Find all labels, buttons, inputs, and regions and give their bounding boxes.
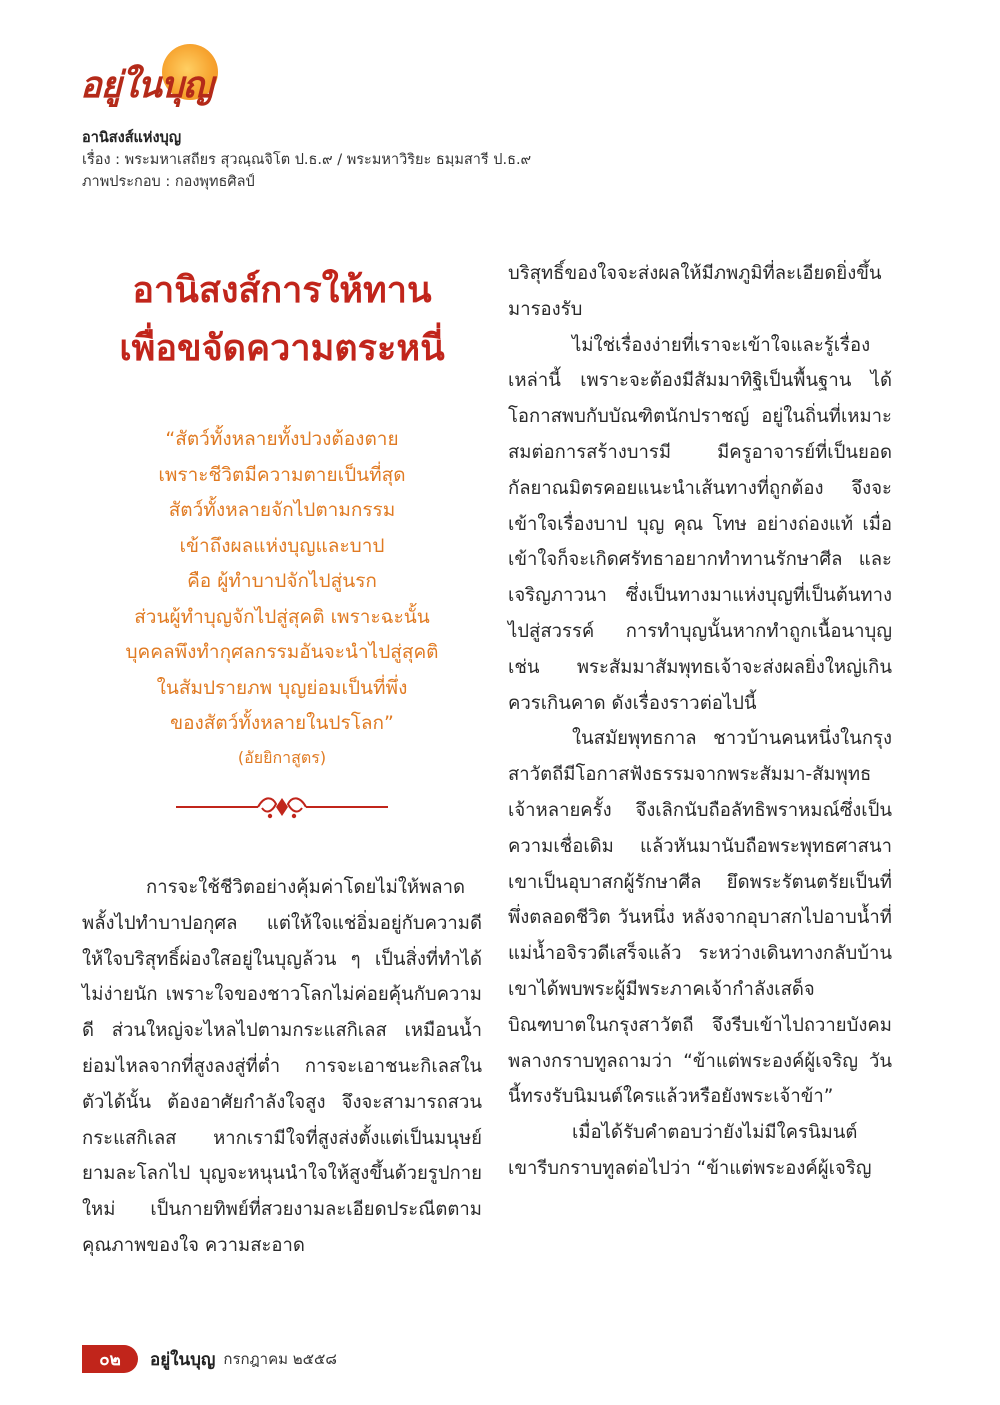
page-footer	[82, 1345, 337, 1373]
byline	[82, 127, 531, 193]
quote-line: ของสัตว์ทั้งหลายในปรโลก”	[170, 712, 394, 734]
quote-line: เพราะชีวิตมีความตายเป็นที่สุด	[158, 463, 406, 486]
body-column-right	[508, 256, 892, 1187]
body-column-left	[82, 870, 482, 1264]
headline-line-2: เพื่อขจัดความตระหนี่	[119, 328, 445, 369]
body-paragraph: ในสมัยพุทธกาล ชาวบ้านคนหนึ่งในกรุงสาวัตถีมีโอกาสฟังธรรมจากพระสัมมา-สัมพุทธเจ้าหลายครั้ง จึงเลิกนับถือลัทธิพราหมณ์ซึ่งเป็นความเชื่อเดิม แล้วหันมานับถือพระพุทธศาสนา เขาเป็นอุบาสกผู้รักษาศีล ยึดพระรัตนตรัยเป็นที่พึ่งตลอดชีวิต วันหนึ่ง หลังจากอุบาสกไปอาบน้ำที่แม่น้ำอจิรวดีเสร็จแล้ว ระหว่างเดินทางกลับบ้าน เขาได้พบพระผู้มีพระภาคเจ้ากำลังเสด็จบิณฑบาตในกรุงสาวัตถี จึงรีบเข้าไปถวายบังคม พลางกราบทูลถามว่า “ข้าแต่พระองค์ผู้เจริญ วันนี้ทรงรับนิมนต์ใครแล้วหรือยังพระเจ้าข้า”	[508, 728, 892, 1108]
headline-line-1: อานิสงส์การให้ทาน	[132, 270, 432, 311]
quote-line: เข้าถึงผลแห่งบุญและบาป	[179, 534, 385, 557]
quote-line: สัตว์ทั้งหลายจักไปตามกรรม	[168, 499, 396, 521]
logo-text: อยู่ในบุญ	[80, 64, 213, 106]
quote-line: “สัตว์ทั้งหลายทั้งปวงต้องตาย	[165, 428, 399, 450]
quote-source: (อัยยิกาสูตร)	[237, 748, 327, 767]
body-paragraph: เมื่อได้รับคำตอบว่ายังไม่มีใครนิมนต์ เขารีบกราบทูลต่อไปว่า “ข้าแต่พระองค์ผู้เจริญ	[508, 1122, 872, 1179]
pull-quote	[82, 422, 482, 742]
article-headline	[82, 262, 482, 378]
body-paragraph: ไม่ใช่เรื่องง่ายที่เราจะเข้าใจและรู้เรื่องเหล่านี้ เพราะจะต้องมีสัมมาทิฐิเป็นพื้นฐาน ได้โอกาสพบกับบัณฑิตนักปราชญ์ อยู่ในถิ่นที่เหมาะสมต่อการสร้างบารมี มีครูอาจารย์ที่เป็นยอดกัลยาณมิตรคอยแนะนำเส้นทางที่ถูกต้อง จึงจะเข้าใจเรื่องบาป บุญ คุณ โทษ อย่างถ่องแท้ เมื่อเข้าใจก็จะเกิดศรัทธาอยากทำทานรักษาศีล และเจริญภาวนา ซึ่งเป็นทางมาแห่งบุญที่เป็นต้นทางไปสู่สวรรค์ การทำบุญนั้นหากทำถูกเนื้อนาบุญ เช่น พระสัมมาสัมพุทธเจ้าจะส่งผลยิ่งใหญ่เกินควรเกินคาด ดังเรื่องราวต่อไปนี้	[508, 334, 892, 714]
body-paragraph: การจะใช้ชีวิตอย่างคุ้มค่าโดยไม่ให้พลาดพลั้งไปทำบาปอกุศล แต่ให้ใจแช่อิ่มอยู่กับความดี ให้ใจบริสุทธิ์ผ่องใสอยู่ในบุญล้วน ๆ เป็นสิ่งที่ทำได้ไม่ง่ายนัก เพราะใจของชาวโลกไม่ค่อยคุ้นกับความดี ส่วนใหญ่จะไหลไปตามกระแสกิเลส เหมือนน้ำย่อมไหลจากที่สูงลงสู่ที่ต่ำ การจะเอาชนะกิเลสในตัวได้นั้น ต้องอาศัยกำลังใจสูง จึงจะสามารถสวนกระแสกิเลส หากเรามีใจที่สูงส่งตั้งแต่เป็นมนุษย์ยามละโลกไป บุญจะหนุนนำใจให้สูงขึ้นด้วยรูปกายใหม่ เป็นกายทิพย์ที่สวยงามละเอียดประณีตตามคุณภาพของใจ ความสะอาด	[82, 877, 482, 1256]
body-paragraph: บริสุทธิ์ของใจจะส่งผลให้มีภพภูมิที่ละเอียดยิ่งขึ้นมารองรับ	[508, 263, 882, 320]
magazine-name: อยู่ในบุญ	[150, 1349, 216, 1370]
page-number: ๐๒	[82, 1345, 138, 1373]
quote-line: ในสัมปรายภพ บุญย่อมเป็นที่พึ่ง	[156, 676, 408, 699]
illustration-credit: ภาพประกอบ : กองพุทธศิลป์	[82, 174, 255, 190]
issue-date: กรกฎาคม ๒๕๕๘	[223, 1350, 337, 1368]
magazine-logo	[80, 38, 220, 110]
series-title: อานิสงส์แห่งบุญ	[82, 130, 182, 146]
quote-line: ส่วนผู้ทำบุญจักไปสู่สุคติ เพราะฉะนั้น	[134, 605, 430, 628]
ornament-divider-icon	[172, 790, 392, 824]
quote-line: คือ ผู้ทำบาปจักไปสู่นรก	[187, 570, 377, 592]
author-line: เรื่อง : พระมหาเสถียร สุวณฺณจิโต ป.ธ.๙ / พระมหาวิริยะ ธมฺมสารี ป.ธ.๙	[82, 152, 532, 168]
quote-line: บุคคลพึงทำกุศลกรรมอันจะนำไปสู่สุคติ	[125, 641, 439, 663]
